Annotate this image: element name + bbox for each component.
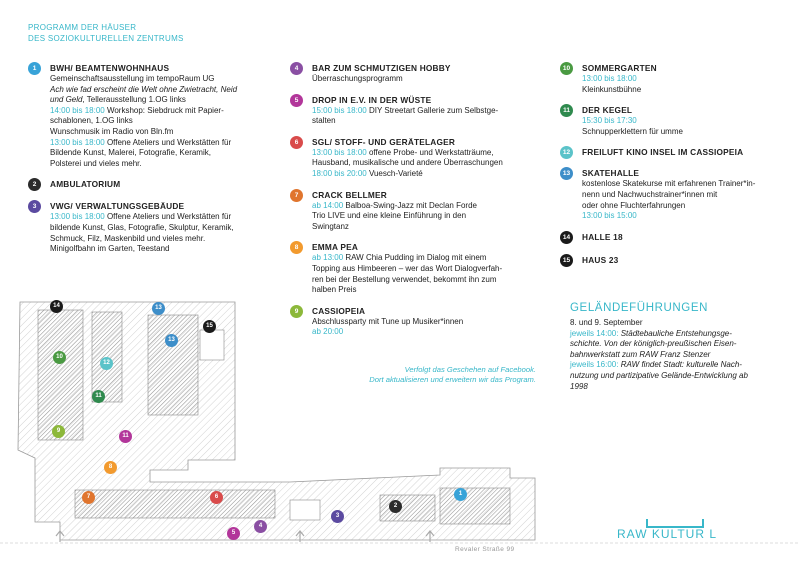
time-text: jeweils 14:00: (570, 328, 619, 338)
house-entry-13 (560, 167, 785, 221)
house-description (312, 201, 530, 233)
time-text: 15:30 bis 17:30 (582, 116, 637, 126)
house-title: SGL/ STOFF- UND GERÄTELAGER (312, 136, 456, 147)
desc-text: Offene Ateliers und Werkstätten für (104, 137, 232, 147)
map-marker-6[interactable]: 6 (210, 491, 223, 504)
number-badge: 8 (290, 241, 303, 254)
desc-line: Bildende Kunst, Malerei, Fotografie, Keramik, (50, 148, 211, 158)
house-entry-1 (28, 62, 263, 169)
map-marker-10[interactable]: 10 (53, 351, 66, 364)
desc-line: stalten (312, 116, 336, 126)
desc-line: Schmuck, Filz, Maskenbild und vieles mehr. (50, 233, 206, 243)
desc-line: kostenlose Skatekurse mit erfahrenen Trainer*in- (582, 179, 756, 189)
desc-line: Gemeinschaftsausstellung im tempoRaum UG (50, 74, 215, 83)
map-marker-3[interactable]: 3 (331, 510, 344, 523)
building (148, 315, 198, 415)
map-marker-1[interactable]: 1 (454, 488, 467, 501)
time-text: ab 13:00 (312, 253, 344, 263)
desc-line: Wunschmusik im Radio von Bln.fm (50, 126, 174, 136)
desc-line: ren bei der Bestellung verwendet, bekommt ihn zum (312, 274, 497, 284)
time-text: 13:00 bis 18:00 (312, 147, 367, 157)
tour-line: nutzung und partizipative Gelände-Entwicklung ab (570, 370, 748, 380)
building (290, 500, 320, 520)
map-marker-15[interactable]: 15 (203, 320, 216, 333)
number-badge: 12 (560, 146, 573, 159)
house-title: CRACK BELLMER (312, 189, 387, 200)
desc-line: schablonen, 1.OG links (50, 116, 133, 126)
house-entry-2 (28, 178, 263, 190)
number-badge: 15 (560, 254, 573, 267)
site-map (0, 290, 800, 565)
desc-line: Hausband, musikalische und andere Überraschungen (312, 158, 503, 168)
time-text: 18:00 bis 20:00 (312, 168, 367, 178)
building (38, 310, 83, 440)
tour-line: schichte. Von der königlich-preußischen Eisen- (570, 339, 737, 349)
number-badge: 9 (290, 305, 303, 318)
time-text: 15:00 bis 18:00 (312, 105, 367, 115)
desc-text: offene Probe- und Werkstatträume, (366, 147, 494, 157)
number-badge: 2 (28, 178, 41, 191)
house-title: SOMMERGARTEN (582, 63, 657, 73)
number-badge: 10 (560, 62, 573, 75)
page-header (28, 22, 184, 44)
house-title: VWG/ VERWALTUNGSGEBÄUDE (50, 201, 185, 212)
map-marker-5[interactable]: 5 (227, 527, 240, 540)
facebook-line: Verfolgt das Geschehen auf Facebook. (404, 365, 536, 374)
desc-line: Abschlussparty mit Tune up Musiker*innen (312, 316, 464, 326)
building (200, 330, 224, 360)
desc-line (50, 106, 263, 117)
program-column-1 (28, 62, 263, 261)
facebook-line: Dort aktualisieren und erweitern wir das Program. (369, 375, 536, 384)
number-badge: 11 (560, 104, 573, 117)
house-description (582, 74, 785, 95)
street-name: Revaler Straße 99 (455, 546, 515, 553)
house-description: Überraschungsprogramm (312, 74, 403, 83)
desc-line: Trio LIVE und eine kleine Einführung in den (312, 211, 467, 221)
tour-desc: RAW findet Stadt: kulturelle Nach- (618, 360, 742, 370)
time-text: ab 14:00 (312, 200, 344, 210)
map-marker-8[interactable]: 8 (104, 461, 117, 474)
house-entry-5 (290, 94, 530, 127)
desc-line (50, 212, 263, 223)
map-marker-9[interactable]: 9 (52, 425, 65, 438)
house-description (50, 212, 263, 254)
desc-line (312, 148, 530, 159)
map-marker-12[interactable]: 12 (100, 357, 113, 370)
tours-date: 8. und 9. September (570, 318, 643, 327)
desc-text: RAW Chia Pudding im Dialog mit einem (343, 253, 487, 263)
header-line-2: DES SOZIOKULTURELLEN ZENTRUMS (28, 34, 184, 43)
desc-line: Swingtanz (312, 221, 349, 231)
desc-line: Ach wie fad erscheint die Welt ohne Zwietracht, Neid (50, 84, 238, 94)
map-marker-13[interactable]: 13 (152, 302, 165, 315)
building (440, 488, 510, 524)
house-title: HAUS 23 (582, 254, 619, 265)
desc-text: Workshop: Siebdruck mit Papier- (104, 105, 224, 115)
number-badge: 1 (28, 62, 41, 75)
number-badge: 7 (290, 189, 303, 202)
desc-line (312, 201, 530, 212)
map-marker-7[interactable]: 7 (82, 491, 95, 504)
house-description (312, 148, 530, 180)
house-entry-15 (560, 254, 785, 266)
desc-line: Topping aus Himbeeren – wer das Wort Dialogverfah- (312, 263, 503, 273)
map-marker-11b[interactable]: 11 (119, 430, 132, 443)
house-entry-8 (290, 241, 530, 295)
header-line-1: PROGRAMM DER HÄUSER (28, 23, 137, 32)
time-text: 13:00 bis 18:00 (50, 137, 105, 147)
tour-line: 1998 (570, 381, 588, 391)
desc-line: bildende Kunst, Glas, Fotografie, Skulptur, Keramik, (50, 222, 234, 232)
house-title: FREILUFT KINO INSEL IM CASSIOPEIA (582, 147, 744, 158)
desc-line (312, 106, 530, 117)
map-marker-14[interactable]: 14 (50, 300, 63, 313)
house-entry-12 (560, 146, 785, 158)
house-title: AMBULATORIUM (50, 179, 121, 190)
time-text: 13:00 bis 18:00 (582, 74, 637, 83)
house-entry-3 (28, 200, 263, 254)
house-description (50, 74, 263, 169)
house-title: CASSIOPEIA (312, 305, 366, 316)
house-description (582, 179, 785, 221)
desc-text: DIY Streetart Gallerie zum Selbstge- (366, 105, 499, 115)
desc-line: Minigolfbahn im Garten, Teestand (50, 244, 170, 254)
house-entry-11 (560, 104, 785, 137)
desc-text: Vuesch-Varieté (366, 168, 423, 178)
map-marker-4[interactable]: 4 (254, 520, 267, 533)
desc-line (50, 95, 263, 106)
time-text: 13:00 bis 18:00 (50, 212, 105, 222)
house-title: DROP IN E.V. IN DER WÜSTE (312, 94, 432, 105)
tour-line: bahnwerkstatt zum RAW Franz Stenzer (570, 349, 711, 359)
desc-line: Schnupperklettern für umme (582, 126, 683, 136)
house-entry-14 (560, 231, 785, 243)
desc-italic: und Geld (50, 95, 83, 105)
number-badge: 5 (290, 94, 303, 107)
house-entry-7 (290, 189, 530, 233)
tour-desc: Städtebauliche Entstehungsge- (618, 328, 732, 338)
number-badge: 14 (560, 231, 573, 244)
desc-line: oder ohne Fluchterfahrungen (582, 200, 686, 210)
house-title: EMMA PEA (312, 242, 359, 253)
house-title: HALLE 18 (582, 231, 623, 242)
number-badge: 3 (28, 200, 41, 213)
desc-line: Polsterei und vieles mehr. (50, 158, 142, 168)
house-description (312, 106, 530, 127)
building (75, 490, 275, 518)
time-text: ab 20:00 (312, 327, 344, 337)
desc-text: , Tellerausstellung 1.OG links (82, 95, 186, 105)
house-entry-4 (290, 62, 530, 85)
desc-line: nenn und Nachwuchstrainer*innen mit (582, 189, 718, 199)
desc-line: Kleinkunstbühne (582, 84, 642, 94)
house-entry-10 (560, 62, 785, 95)
logo-text: RAW KULTUR L (617, 527, 718, 541)
map-marker-2[interactable]: 2 (389, 500, 402, 513)
number-badge: 13 (560, 167, 573, 180)
map-marker-13b[interactable]: 13 (165, 334, 178, 347)
desc-line: halben Preis (312, 285, 357, 295)
program-column-3 (560, 62, 785, 272)
house-title: BAR ZUM SCHMUTZIGEN HOBBY (312, 63, 451, 73)
desc-line (50, 138, 263, 149)
time-text: 14:00 bis 18:00 (50, 105, 105, 115)
tours-title: GELÄNDEFÜHRUNGEN (570, 302, 709, 314)
time-text: 13:00 bis 15:00 (582, 211, 637, 221)
desc-text: Offene Ateliers und Werkstätten für (104, 212, 232, 222)
house-entry-6 (290, 136, 530, 180)
house-title: BWH/ BEAMTENWOHNHAUS (50, 63, 170, 73)
house-title: DER KEGEL (582, 105, 633, 116)
house-title: SKATEHALLE (582, 168, 640, 179)
desc-line (312, 253, 530, 264)
map-marker-11[interactable]: 11 (92, 390, 105, 403)
desc-line (312, 169, 530, 180)
house-description (582, 116, 785, 137)
time-text: jeweils 16:00: (570, 360, 619, 370)
desc-text: Balboa-Swing-Jazz mit Declan Forde (343, 200, 477, 210)
number-badge: 4 (290, 62, 303, 75)
number-badge: 6 (290, 136, 303, 149)
